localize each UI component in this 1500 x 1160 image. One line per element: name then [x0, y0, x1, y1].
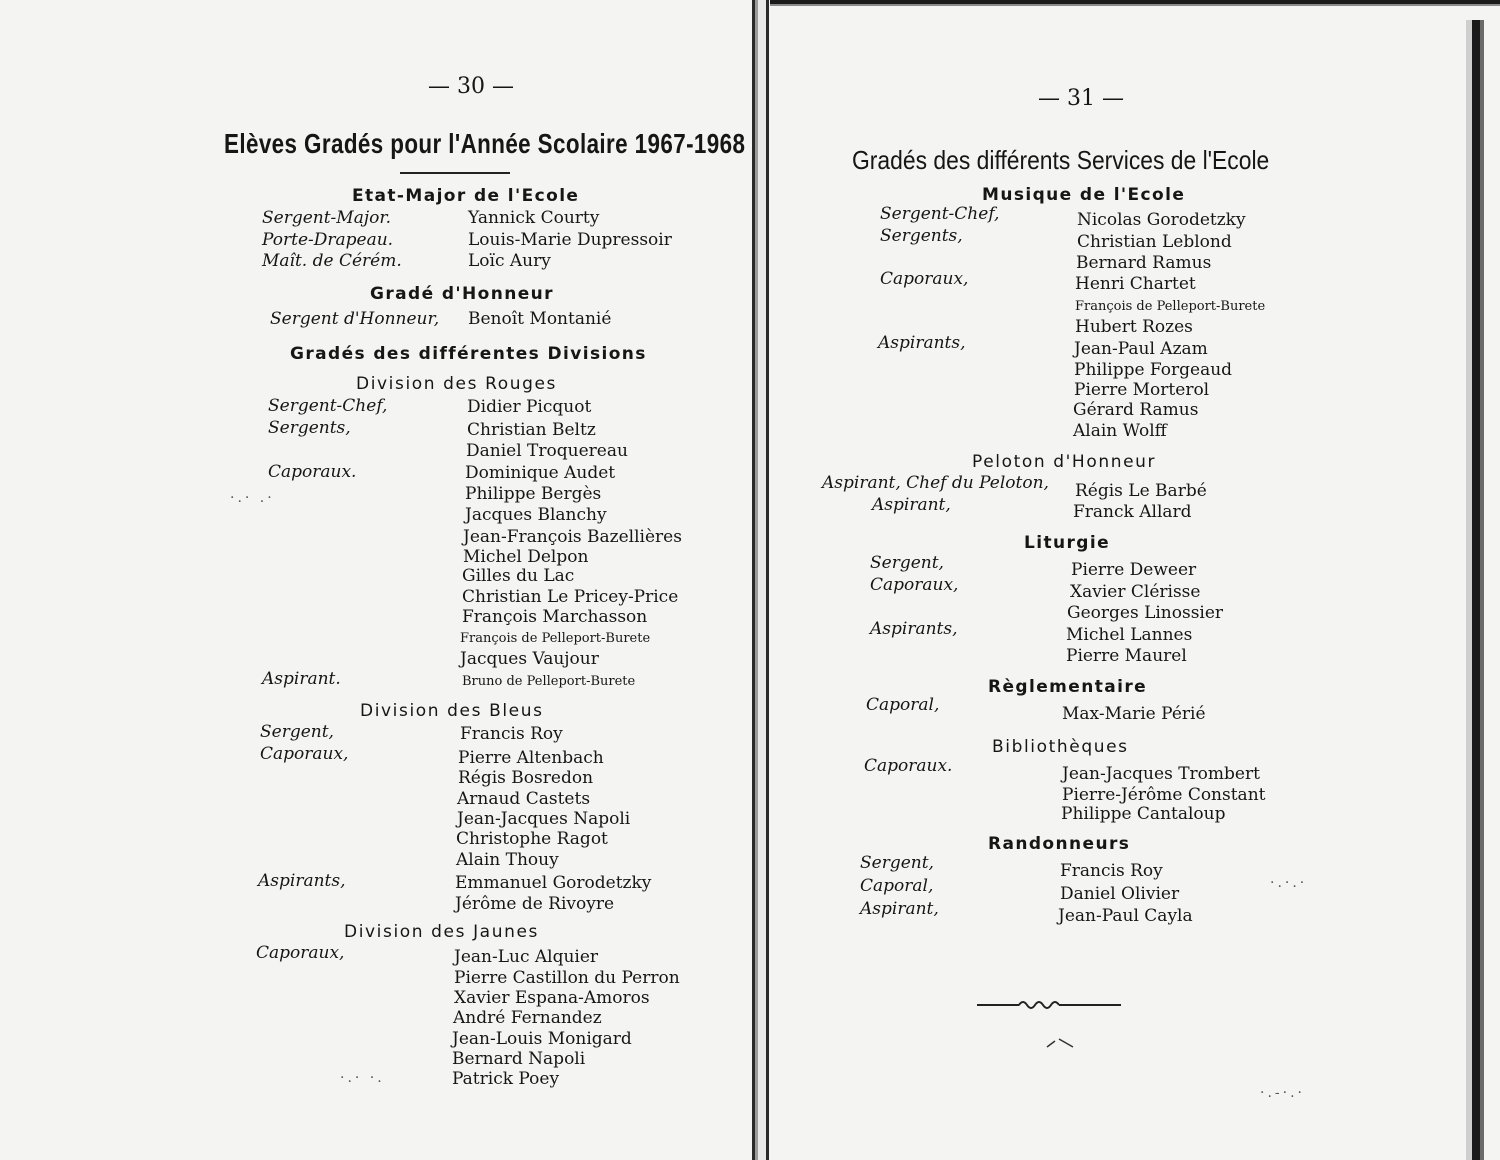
- scan-noise: ·.· ·.: [340, 1070, 385, 1086]
- role-label: Sergent,: [260, 722, 334, 742]
- page-title: Gradés des différents Services de l'Ecole: [852, 145, 1270, 175]
- title-divider: [400, 172, 510, 174]
- subsection-heading: Division des Bleus: [360, 701, 544, 721]
- person-name: Jean-Jacques Trombert: [1062, 764, 1260, 784]
- scan-noise: ·.-·.·: [1260, 1085, 1305, 1101]
- person-name: Pierre Deweer: [1071, 560, 1197, 580]
- person-name: Francis Roy: [460, 724, 563, 744]
- person-name: Yannick Courty: [468, 208, 600, 228]
- role-label: Aspirants,: [878, 333, 966, 353]
- section-heading: Randonneurs: [988, 834, 1131, 854]
- role-label: Caporaux,: [260, 744, 349, 764]
- page-number: — 31 —: [1038, 86, 1124, 111]
- person-name: Didier Picquot: [467, 397, 592, 417]
- person-name: Michel Delpon: [463, 547, 589, 567]
- person-name: Christophe Ragot: [456, 829, 608, 849]
- role-label: Sergent-Chef,: [268, 396, 388, 416]
- page-right-border: [1466, 20, 1500, 1160]
- person-name: Georges Linossier: [1067, 603, 1224, 623]
- role-label: Aspirant,: [872, 495, 951, 515]
- scan-noise: ·.· .·: [230, 490, 275, 506]
- person-name: Bernard Ramus: [1076, 253, 1212, 273]
- person-name: Jean-Paul Azam: [1074, 339, 1208, 359]
- person-name: Patrick Poey: [452, 1069, 560, 1089]
- role-label: Caporaux.: [268, 462, 357, 482]
- person-name: Jacques Vaujour: [460, 649, 599, 669]
- role-label: Sergents,: [880, 226, 963, 246]
- person-name: Jean-François Bazellières: [463, 527, 682, 547]
- role-label: Aspirants,: [258, 871, 346, 891]
- person-name: Régis Le Barbé: [1075, 481, 1207, 501]
- person-name: Régis Bosredon: [458, 768, 594, 788]
- subsection-heading: Division des Jaunes: [344, 922, 539, 942]
- role-label: Caporaux,: [256, 943, 345, 963]
- scan-noise: ·.·.·: [1270, 875, 1308, 891]
- person-name: Henri Chartet: [1075, 274, 1196, 294]
- person-name: Max-Marie Périé: [1062, 704, 1206, 724]
- person-name: Pierre Morterol: [1074, 380, 1210, 400]
- role-label: Aspirant,: [860, 899, 939, 919]
- person-name: Xavier Clérisse: [1070, 582, 1201, 602]
- subsection-heading: Division des Rouges: [356, 374, 557, 394]
- book-gutter: [752, 0, 770, 1160]
- role-label: Caporaux,: [870, 575, 959, 595]
- person-name: Daniel Troquereau: [466, 441, 628, 461]
- person-name: Michel Lannes: [1066, 625, 1193, 645]
- section-heading: Gradés des différentes Divisions: [290, 344, 647, 364]
- person-name: Jean-Louis Monigard: [452, 1029, 632, 1049]
- person-name: Benoît Montanié: [468, 309, 612, 329]
- person-name: François de Pelleport-Burete: [1075, 299, 1266, 314]
- role-label: Sergents,: [268, 418, 351, 438]
- section-heading: Musique de l'Ecole: [982, 185, 1186, 205]
- person-name: Philippe Forgeaud: [1074, 360, 1233, 380]
- person-name: Alain Wolff: [1073, 421, 1167, 441]
- person-name: Dominique Audet: [465, 463, 616, 483]
- person-name: Louis-Marie Dupressoir: [468, 230, 672, 250]
- end-ornament-icon: [975, 995, 1125, 1055]
- role-label: Porte-Drapeau.: [262, 230, 394, 250]
- person-name: Pierre Maurel: [1066, 646, 1187, 666]
- person-name: Christian Le Pricey-Price: [462, 587, 679, 607]
- person-name: Alain Thouy: [456, 850, 559, 870]
- person-name: Gilles du Lac: [462, 566, 575, 586]
- role-label: Caporal,: [866, 695, 940, 715]
- person-name: Christian Beltz: [467, 420, 596, 440]
- person-name: Jean-Luc Alquier: [454, 947, 599, 967]
- person-name: Philippe Bergès: [465, 484, 602, 504]
- person-name: Daniel Olivier: [1060, 884, 1180, 904]
- role-label: Sergent d'Honneur,: [270, 309, 440, 329]
- section-heading: Règlementaire: [988, 677, 1148, 697]
- person-name: Bruno de Pelleport-Burete: [462, 674, 636, 689]
- role-label: Caporal,: [860, 876, 934, 896]
- section-heading: Liturgie: [1024, 533, 1110, 553]
- person-name: Bernard Napoli: [452, 1049, 586, 1069]
- role-label: Aspirants,: [870, 619, 958, 639]
- person-name: Gérard Ramus: [1073, 400, 1199, 420]
- person-name: François de Pelleport-Burete: [460, 631, 651, 646]
- person-name: Pierre Castillon du Perron: [454, 968, 680, 988]
- person-name: Christian Leblond: [1077, 232, 1232, 252]
- role-label: Caporaux.: [864, 756, 953, 776]
- role-label: Sergent,: [860, 853, 934, 873]
- person-name: Jacques Blanchy: [465, 505, 607, 525]
- person-name: Pierre-Jérôme Constant: [1062, 785, 1266, 805]
- person-name: Xavier Espana-Amoros: [454, 988, 650, 1008]
- role-label: Maît. de Cérém.: [262, 251, 402, 271]
- person-name: François Marchasson: [462, 607, 648, 627]
- person-name: Arnaud Castets: [457, 789, 591, 809]
- person-name: Jean-Paul Cayla: [1058, 906, 1193, 926]
- person-name: Franck Allard: [1073, 502, 1192, 522]
- person-name: Jean-Jacques Napoli: [457, 809, 631, 829]
- person-name: Nicolas Gorodetzky: [1077, 210, 1246, 230]
- section-heading: Etat-Major de l'Ecole: [352, 186, 580, 206]
- person-name: Hubert Rozes: [1075, 317, 1193, 337]
- page-number: — 30 —: [428, 74, 514, 99]
- role-label: Sergent,: [870, 553, 944, 573]
- person-name: Loïc Aury: [468, 251, 551, 271]
- person-name: Philippe Cantaloup: [1061, 804, 1226, 824]
- person-name: Francis Roy: [1060, 861, 1163, 881]
- role-label: Caporaux,: [880, 269, 969, 289]
- role-label: Aspirant, Chef du Peloton,: [822, 473, 1049, 493]
- person-name: Pierre Altenbach: [458, 748, 604, 768]
- right-page: [770, 0, 1470, 1160]
- person-name: André Fernandez: [453, 1008, 602, 1028]
- page-title: Elèves Gradés pour l'Année Scolaire 1967-1968: [224, 128, 746, 159]
- role-label: Sergent-Major.: [262, 208, 392, 228]
- role-label: Sergent-Chef,: [880, 204, 1000, 224]
- section-heading: Bibliothèques: [992, 737, 1129, 757]
- role-label: Aspirant.: [262, 669, 341, 689]
- section-heading: Peloton d'Honneur: [972, 452, 1157, 472]
- person-name: Jérôme de Rivoyre: [455, 894, 615, 914]
- person-name: Emmanuel Gorodetzky: [455, 873, 652, 893]
- section-heading: Gradé d'Honneur: [370, 284, 554, 304]
